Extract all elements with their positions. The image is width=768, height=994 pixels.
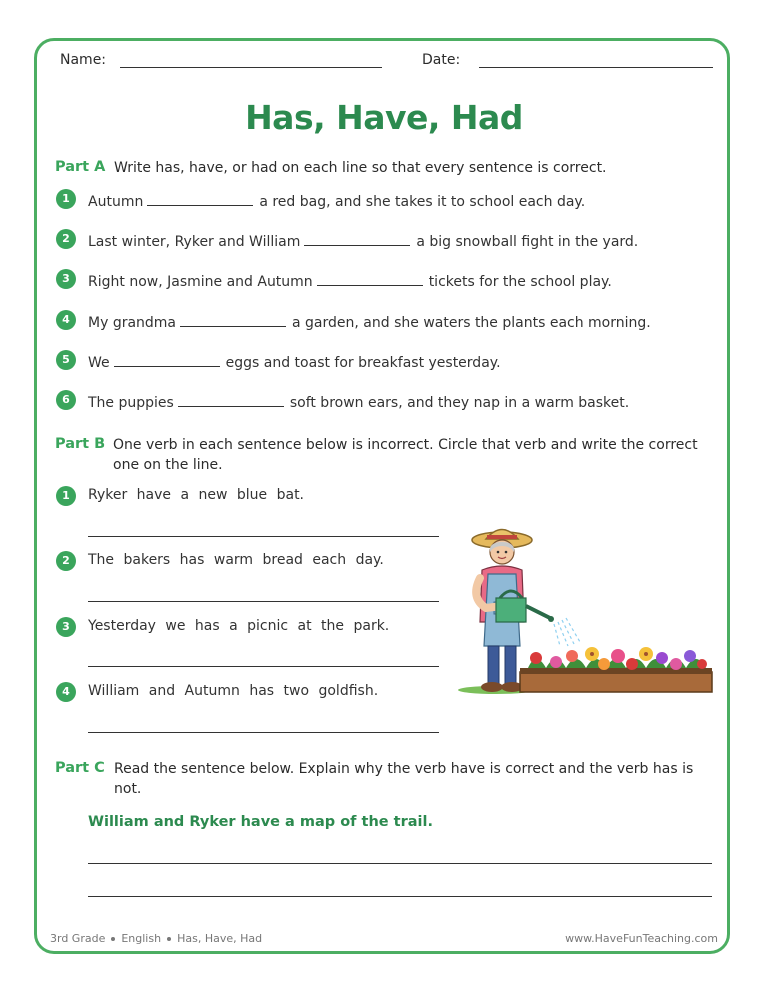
question-number: 3 xyxy=(56,269,76,289)
answer-line[interactable] xyxy=(88,732,439,733)
part-a-instruction: Write has, have, or had on each line so that every sentence is correct. xyxy=(114,160,607,176)
name-label: Name: xyxy=(60,52,107,68)
answer-blank[interactable] xyxy=(147,191,253,206)
footer-breadcrumb xyxy=(50,932,262,945)
answer-line[interactable] xyxy=(88,896,712,897)
part-a-sentence: We eggs and toast for breakfast yesterday. xyxy=(88,352,501,371)
answer-blank[interactable] xyxy=(178,392,284,407)
answer-line[interactable] xyxy=(88,601,439,602)
part-b-sentence[interactable]: Ryker have a new blue bat. xyxy=(88,487,305,503)
question-number: 5 xyxy=(56,350,76,370)
footer-subject: English xyxy=(121,932,162,945)
date-field[interactable] xyxy=(422,51,713,68)
part-c-instruction: Read the sentence below. Explain why the verb have is correct and the verb has is not. xyxy=(114,761,694,797)
part-a-sentence: My grandma a garden, and she waters the plants each morning. xyxy=(88,312,651,331)
part-a-sentence: The puppies soft brown ears, and they nap in a warm basket. xyxy=(88,392,629,411)
question-number: 4 xyxy=(56,310,76,330)
answer-blank[interactable] xyxy=(180,312,286,327)
name-line[interactable] xyxy=(120,51,382,68)
part-b-sentence[interactable]: The bakers has warm bread each day. xyxy=(88,552,384,568)
part-a-sentence: Right now, Jasmine and Autumn tickets for the school play. xyxy=(88,271,612,290)
question-number: 4 xyxy=(56,682,76,702)
question-number: 6 xyxy=(56,390,76,410)
name-field[interactable] xyxy=(60,51,382,68)
part-b-sentence[interactable]: William and Autumn has two goldfish. xyxy=(88,683,379,699)
bullet-dot xyxy=(167,937,171,941)
answer-blank[interactable] xyxy=(317,271,423,286)
footer-grade: 3rd Grade xyxy=(50,932,106,945)
footer-site-link[interactable]: www.HaveFunTeaching.com xyxy=(565,932,718,945)
answer-blank[interactable] xyxy=(304,231,410,246)
date-label: Date: xyxy=(422,52,461,68)
page-title: Has, Have, Had xyxy=(245,98,523,137)
answer-blank[interactable] xyxy=(114,352,220,367)
question-number: 1 xyxy=(56,189,76,209)
part-a-label: Part A xyxy=(55,159,106,175)
model-sentence: William and Ryker have a map of the trail. xyxy=(88,814,433,830)
part-a-sentence: Last winter, Ryker and William a big snowball fight in the yard. xyxy=(88,231,638,250)
gardener-illustration xyxy=(456,522,718,702)
part-b-sentence[interactable]: Yesterday we has a picnic at the park. xyxy=(88,618,390,634)
bullet-dot xyxy=(111,937,115,941)
question-number: 1 xyxy=(56,486,76,506)
part-a-sentence: Autumn a red bag, and she takes it to school each day. xyxy=(88,191,585,210)
date-line[interactable] xyxy=(479,51,713,68)
question-number: 2 xyxy=(56,551,76,571)
question-number: 3 xyxy=(56,617,76,637)
answer-line[interactable] xyxy=(88,863,712,864)
part-b-label: Part B xyxy=(55,436,106,452)
part-b-instruction: One verb in each sentence below is incorrect. Circle that verb and write the correct one on the line. xyxy=(113,437,698,473)
answer-line[interactable] xyxy=(88,666,439,667)
footer-topic: Has, Have, Had xyxy=(177,932,263,945)
part-c-label: Part C xyxy=(55,760,105,776)
question-number: 2 xyxy=(56,229,76,249)
answer-line[interactable] xyxy=(88,536,439,537)
